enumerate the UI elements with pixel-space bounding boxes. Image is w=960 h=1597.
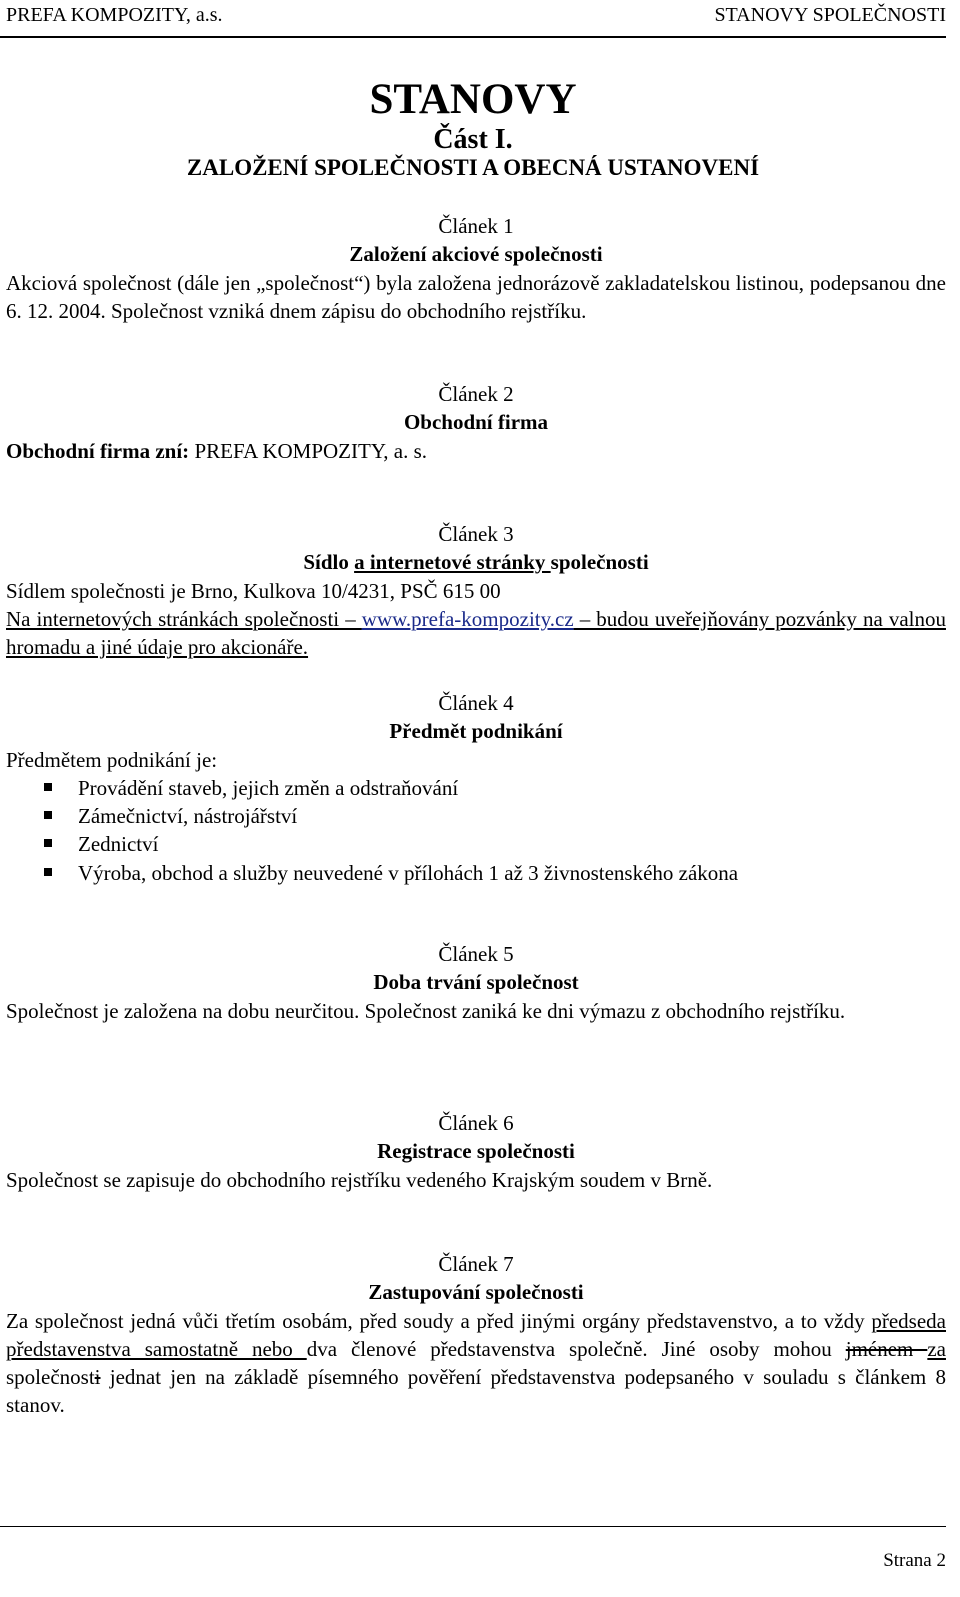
article-7-number: Článek 7 <box>438 1252 514 1276</box>
text-run: dva členové představenstva společně. Jiné osoby mohou <box>306 1336 846 1361</box>
header-divider <box>0 36 946 38</box>
heading-part: Sídlo <box>303 550 355 575</box>
text-run: jednat jen na základě písemného pověření představenstva podepsaného v souladu s článkem 8 stanov. <box>6 1365 946 1418</box>
page-number: Strana 2 <box>883 1550 946 1571</box>
seat-text: Sídlem společnosti je Brno, Kulkova 10/4231, PSČ 615 00 <box>6 578 501 603</box>
website-text <box>6 605 946 662</box>
article-3-number: Článek 3 <box>438 522 514 546</box>
website-link[interactable]: www.prefa-kompozity.cz <box>361 606 574 631</box>
text-run-underlined: za <box>927 1336 946 1361</box>
article-5 <box>6 940 946 1025</box>
article-5-heading: Doba trvání společnost <box>373 970 579 995</box>
article-6 <box>6 1109 946 1194</box>
text-run-struck: jménem <box>845 1336 928 1361</box>
article-1-heading: Založení akciové společnosti <box>349 242 603 267</box>
list-item: Zámečnictví, nástrojářství <box>6 802 946 830</box>
article-4 <box>6 689 946 887</box>
article-7-heading: Zastupování společnosti <box>368 1280 584 1305</box>
text-run: Za společnost jedná vůči třetím osobám, před soudy a před jinými orgány představenstvo, a to vždy <box>6 1308 872 1333</box>
article-1-number: Článek 1 <box>438 214 514 238</box>
heading-part: společnosti <box>550 550 649 575</box>
article-4-number: Článek 4 <box>438 691 514 715</box>
list-item: Provádění staveb, jejich změn a odstraňování <box>6 774 946 802</box>
text-run-struck: i <box>94 1365 101 1390</box>
article-2-text <box>6 437 946 465</box>
list-item: Výroba, obchod a služby neuvedené v přílohách 1 až 3 živnostenského zákona <box>6 859 946 887</box>
article-7-text <box>6 1307 946 1420</box>
article-2-number: Článek 2 <box>438 382 514 406</box>
website-text-before: Na internetových stránkách společnosti – <box>6 606 362 631</box>
text-run: společnost <box>6 1365 95 1390</box>
list-item: Zednictví <box>6 830 946 858</box>
firm-label: Obchodní firma zní: <box>6 438 190 463</box>
website-text-after: – budou uveřejňovány pozvánky na valnou hromadu a jiné údaje pro akcionáře. <box>6 606 946 660</box>
article-7 <box>6 1250 946 1420</box>
footer-divider <box>0 1526 946 1527</box>
heading-part-underlined: a internetové stránky <box>354 550 551 575</box>
text-run-underlined: předseda představenstva samostatně nebo <box>6 1308 946 1361</box>
part-subtitle: ZALOŽENÍ SPOLEČNOSTI A OBECNÁ USTANOVENÍ <box>186 155 760 180</box>
header-company: PREFA KOMPOZITY, a.s. <box>6 4 223 26</box>
firm-value: PREFA KOMPOZITY, a. s. <box>189 438 428 463</box>
business-list <box>6 774 946 887</box>
document-title: STANOVY <box>369 76 577 123</box>
part-title: Část I. <box>433 124 513 155</box>
article-1 <box>6 212 946 325</box>
article-5-number: Článek 5 <box>438 942 514 966</box>
article-3 <box>6 520 946 661</box>
article-6-number: Článek 6 <box>438 1111 514 1135</box>
article-4-heading: Předmět podnikání <box>389 719 563 744</box>
article-4-intro: Předmětem podnikání je: <box>6 747 218 772</box>
article-2 <box>6 380 946 465</box>
article-3-heading <box>6 548 946 576</box>
article-6-heading: Registrace společnosti <box>377 1139 575 1164</box>
article-5-text: Společnost je založena na dobu neurčitou. Společnost zaniká ke dni výmazu z obchodního rejstříku. <box>6 998 846 1023</box>
article-6-text: Společnost se zapisuje do obchodního rejstříku vedeného Krajským soudem v Brně. <box>6 1167 713 1192</box>
header-doc-title: STANOVY SPOLEČNOSTI <box>714 4 946 26</box>
article-1-text: Akciová společnost (dále jen „společnost“) byla založena jednorázově zakladatelskou listinou, podepsanou dne 6. 12. 2004. Společnost vzniká dnem zápisu do obchodního rejstříku. <box>6 270 946 323</box>
article-2-heading: Obchodní firma <box>403 410 549 435</box>
